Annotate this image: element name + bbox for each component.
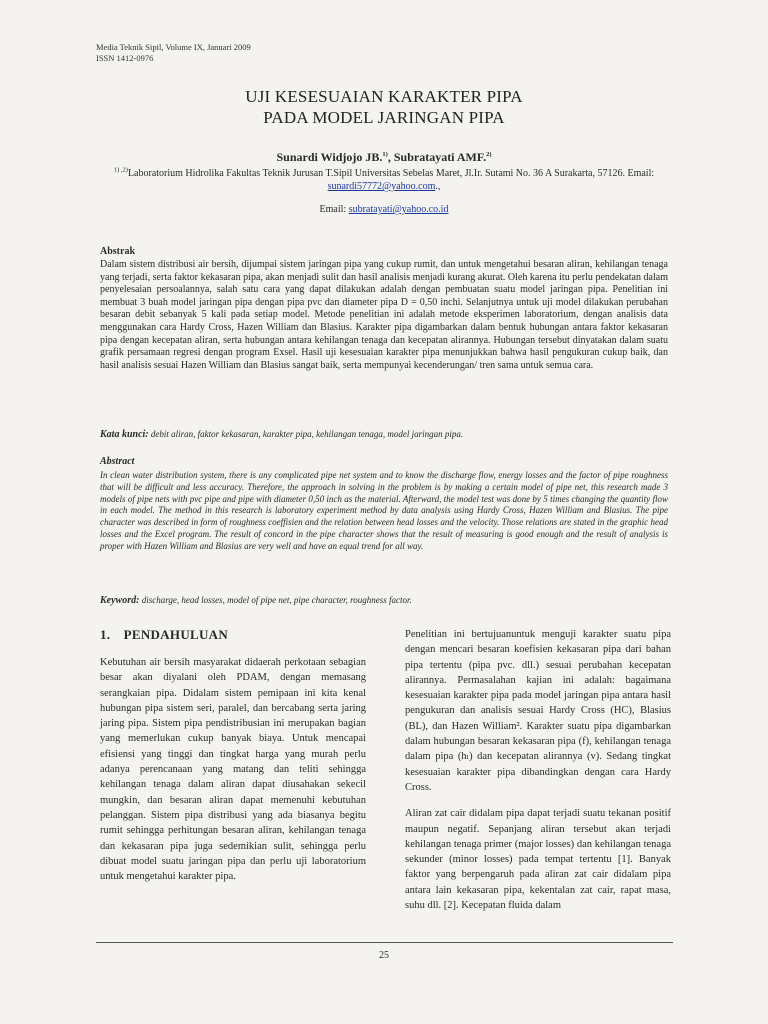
email-link-2[interactable]: subratayati@yahoo.co.id [348, 204, 449, 215]
abstract-heading: Abstract [100, 456, 135, 467]
affiliation-sup: 1) ,2) [113, 166, 128, 174]
author-1-sup: 1) [382, 151, 388, 158]
affiliation [100, 167, 668, 193]
abstract-body: In clean water distribution system, there is any complicated pipe net system and to know the discharge flow, energy losses and the factor of pipe roughness that will be difficult and less accuracy. Therefore, the approach in solving in the problem is by making a certain model of pipe net, this research made 3 models of pipe nets with pvc pipe and pipe with diameter 0,50 inch as the material. Afterward, the model test was done by 5 times changing the quantity flow in each model. The method in this research is laboratory experiment method by data analysis using Hardy Cross, Hazen William and Blasius. The pipe character was described in form of roughness coeffisien and the relation between head losses and the velocity. Those relations are stated in the graphic head losses and the Excel program. The result of concord in the pipe character shows that the result of measuring is good enough and the result of analysis is proper with Hazen William and Blasius are very well and have an equal trend for all way. [100, 470, 668, 551]
author-1: Sunardi Widjojo JB. [276, 150, 383, 164]
page-number: 25 [379, 950, 389, 961]
affiliation-after: ., [435, 181, 441, 192]
affiliation-text: Laboratorium Hidrolika Fakultas Teknik Jurusan T.Sipil Universitas Sebelas Maret, Jl.Ir. Sutami No. 36 A Surakarta, 57126. Email: [127, 168, 655, 179]
issn: ISSN 1412-0976 [96, 53, 154, 63]
author-2: , Subratayati AMF. [387, 150, 487, 164]
left-column [100, 655, 366, 895]
keyword-text: discharge, head losses, model of pipe net, pipe character, roughness factor. [139, 595, 412, 605]
footer-rule [96, 942, 673, 943]
kata-kunci-text: debit aliran, faktor kekasaran, karakter pipa, kehilangan tenaga, model jaringan pipa. [148, 429, 464, 439]
paper-title [0, 86, 768, 128]
intro-paragraph-2: Penelitian ini bertujuanuntuk menguji karakter suatu pipa dengan mencari besaran koefisien kekasaran pipa dari bahan pipa tertentu (pipa pvc. dll.) sesuai perubahan kecepatan alirannya. Permasalahan kajian ini adalah: bagaimana kesesuaian karakter pipa pada model jaringan pipa antara hasil pengukuran dan analisis sesuai Hardy Cross (HC), Blasius (BL), dan Hazen William². Karakter suatu pipa digambarkan dalam hubungan besaran kekasaran pipa (f), kehilangan tenaga dalam pipa (hₗ) dan kecepatan alirannya (v). Sedang tingkat kesesuaian karakter pipa dibandingkan dengan cara Hardy Cross. [405, 629, 671, 793]
journal-name: Media Teknik Sipil, Volume IX, Januari 2009 [96, 42, 251, 52]
kata-kunci-label: Kata kunci: [100, 429, 149, 440]
title-line-1: UJI KESESUAIAN KARAKTER PIPA [245, 87, 523, 106]
email-line-2 [0, 204, 768, 215]
email-label: Email: [319, 204, 349, 215]
kata-kunci [100, 429, 668, 440]
intro-paragraph-3: Aliran zat cair didalam pipa dapat terjadi suatu tekanan positif maupun negatif. Sepanjang aliran tersebut akan terjadi kehilangan tenaga primer (major losses) dan kehilangan tenaga sekunder (minor losses) pada tempat tertentu [1]. Banyak faktor yang berpengaruh pada aliran zat cair didalam pipa antara lain kekasaran pipa, kekentalan zat cair, rapat masa, suhu dll. [2]. Kecepatan fluida dalam [405, 808, 671, 912]
author-line [0, 150, 768, 165]
section-heading: 1. PENDAHULUAN [100, 627, 229, 642]
keyword-label: Keyword: [100, 595, 140, 606]
right-column [405, 627, 671, 924]
abstrak-heading: Abstrak [100, 246, 136, 257]
intro-paragraph-1: Kebutuhan air bersih masyarakat didaerah perkotaan sebagian besar akan diyalani oleh PDAM, dengan memasang serangkaian pipa. Didalam sistem pemipaan ini kita kenal hubungan pipa sistem seri, paralel, dan bercabang serta jaring jaring pipa. Sistem pipa pendistribusian ini merupakan bagian yang memerlukan cukup banyak biaya. Untuk mencapai efisiensi yang tinggi dan tingkat harga yang murah perlu adanya perencanaan yang matang dan teliti sehingga kehilangan tenaga dalam aliran dapat diusahakan sekecil mungkin, dan besaran aliran dapat memenuhi kebutuhan pelanggan. Sistem pipa distribusi yang ada biasanya begitu rumit sehingga perhitungan besaran aliran, kehilangan tenaga dan kekasaran pipa juga sedemikian sulit, sehingga perlu dibuat model suatu jaringan pipa dan perlu uji laboratorium untuk mengetahui karakter pipa. [100, 657, 366, 883]
email-link-1[interactable]: sunardi57772@yahoo.com [327, 181, 436, 192]
title-line-2: PADA MODEL JARINGAN PIPA [263, 108, 505, 127]
abstrak-body: Dalam sistem distribusi air bersih, dijumpai sistem jaringan pipa yang cukup rumit, dan untuk mengetahui besaran aliran, kehilangan tenaga yang terjadi, serta faktor kekasaran pipa, akan menjadi sulit dan hasil analisis menjadi kurang akurat. Oleh karena itu perlu pendekatan dalam penyelesaian persoalannya, salah satu cara yang dapat dilakukan adalah dengan pembuatan suatu model jaringan pipa. Penelitian ini membuat 3 buah model jaringan pipa dengan pipa pvc dan diameter pipa D = 0,50 inchi. Selanjutnya untuk uji model dilakukan perubahan besaran debit sebanyak 5 kali pada setiap model. Metode penelitian ini adalah metode eksperimen laboratorium, dengan analisis data menggunakan cara Hardy Cross, Hazen William dan Blasius. Karakter pipa digambarkan dalam bentuk hubungan antara faktor kekasaran pipa dengan kecepatan aliran, serta hubungan antara kehilangan tenaga dan kecepatan alirannya. Hubungan tersebut dinyatakan dalam suatu grafik persamaan regresi dengan program Exsel. Hasil uji kesesuaian karakter pipa menunjukkan bahwa hasil pengukuran cukup baik, dan hasil analisis sesuai Hazen William dan Blasius sangat baik, serta mempunyai kecenderungan/ tren sama untuk semua cara. [100, 259, 668, 371]
keyword-line [100, 595, 668, 606]
author-2-sup: 2) [486, 151, 492, 158]
running-header [96, 42, 251, 64]
